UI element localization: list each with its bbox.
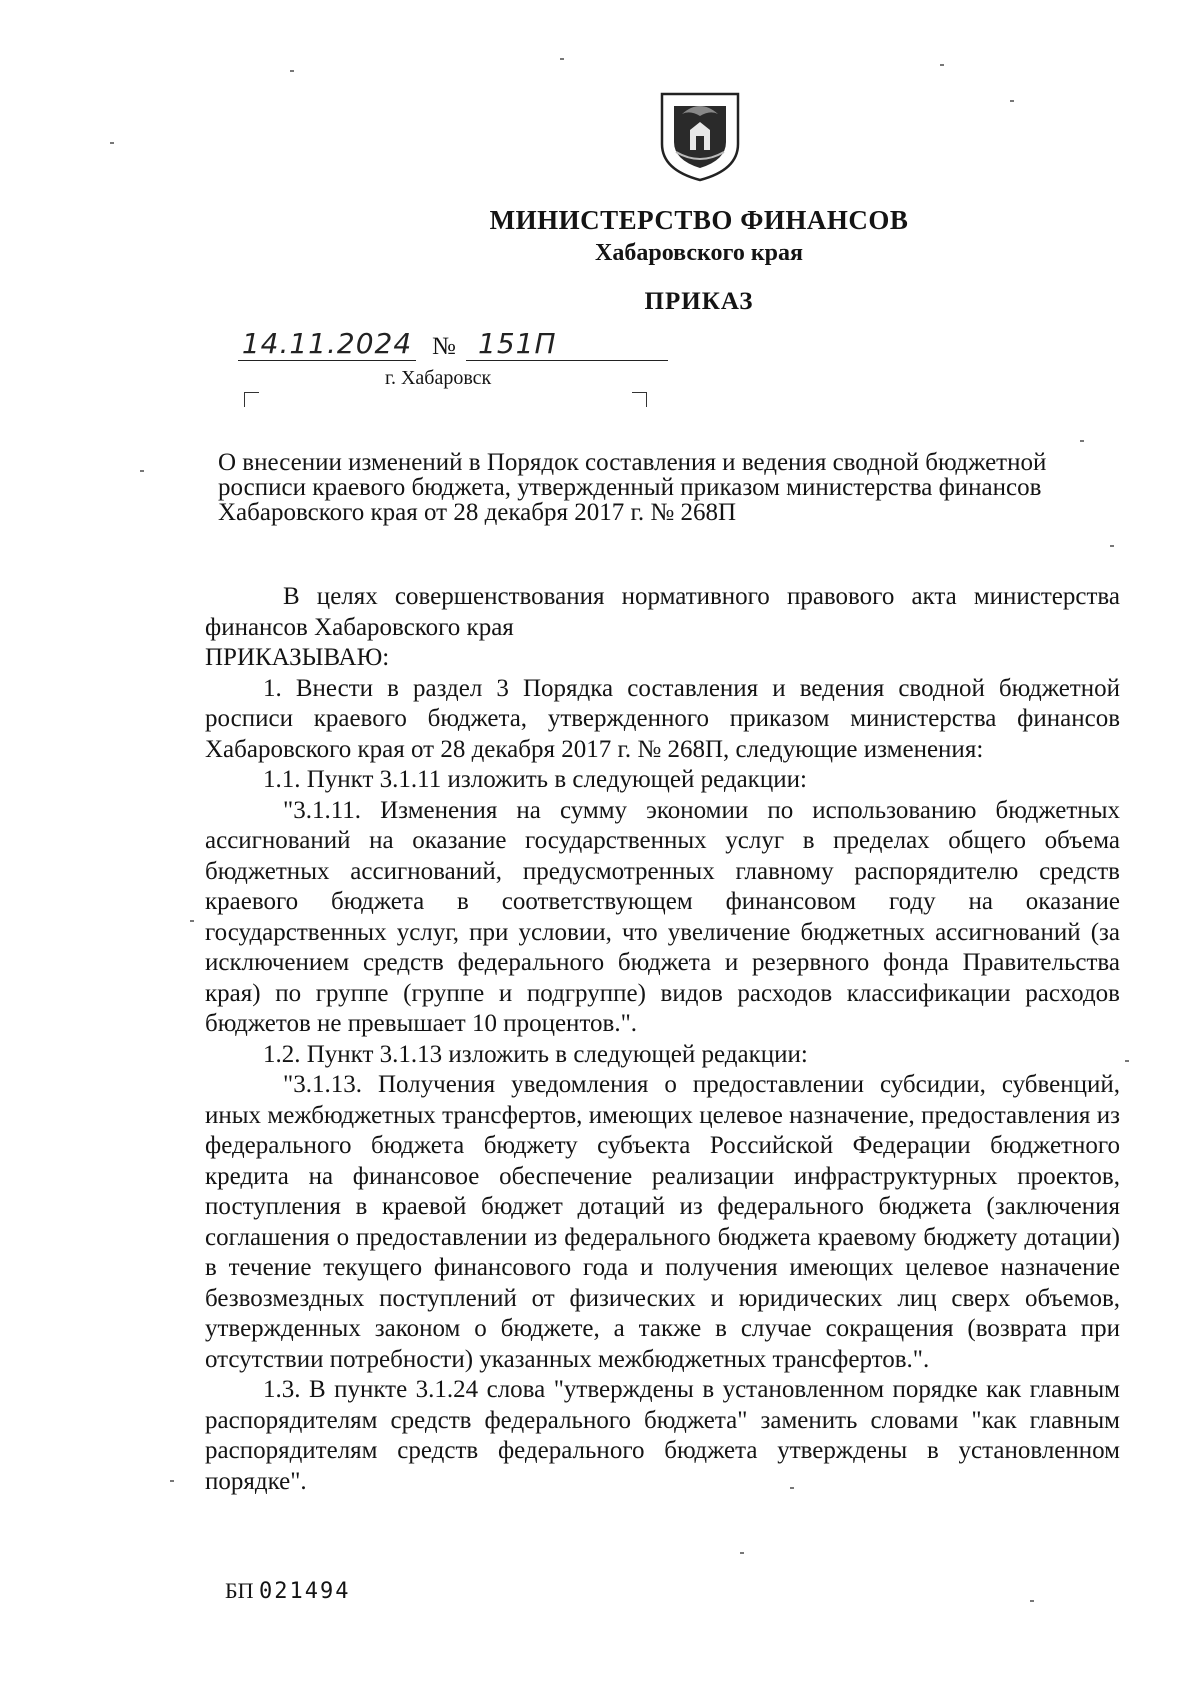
subject-line: Хабаровского края от 28 декабря 2017 г. № 268П <box>218 499 737 526</box>
scan-speck <box>790 1487 794 1489</box>
order-body <box>205 582 1120 1497</box>
region-name: Хабаровского края <box>595 240 803 266</box>
item-1-1-text: "3.1.11. Изменения на сумму экономии по использованию бюджетных ассигнований на оказание государственных услуг в пределах общего объема бюджетных ассигнований, предусмотренных главному распорядителю средств краевого бюджета в соответствующем финансовом году на оказание государственных услуг, при условии, что увеличение бюджетных ассигнований (за исключением средств федерального бюджета и резервного фонда Правительства края) по группе (группе и подгруппе) видов расходов классификации расходов бюджетов не превышает 10 процентов.". <box>205 796 1120 1037</box>
form-serial-number: 021494 <box>259 1579 351 1604</box>
order-subject <box>218 450 1118 525</box>
order-directive: ПРИКАЗЫВАЮ: <box>205 644 390 671</box>
scan-speck <box>1125 1060 1129 1062</box>
scan-speck <box>140 470 144 472</box>
city-name: г. Хабаровск <box>385 367 492 389</box>
subject-line: О внесении изменений в Порядок составления и ведения сводной бюджетной <box>218 449 1047 476</box>
form-series: БП <box>225 1578 254 1603</box>
scan-speck <box>560 58 564 60</box>
scan-speck <box>940 64 944 66</box>
ministry-name: МИНИСТЕРСТВО ФИНАНСОВ <box>489 205 909 235</box>
scan-speck <box>110 142 114 144</box>
coat-of-arms-emblem <box>652 86 748 184</box>
preamble-paragraph: В целях совершенствования нормативного правового акта министерства финансов Хабаровского края <box>205 583 1120 641</box>
document-type-title: ПРИКАЗ <box>644 288 754 315</box>
order-number: 151П <box>466 328 668 361</box>
item-1-paragraph: 1. Внести в раздел 3 Порядка составления и ведения сводной бюджетной росписи краевого бюджета, утвержденного приказом министерства финансов Хабаровского края от 28 декабря 2017 г. № 268П, следующие изменения: <box>205 674 1120 763</box>
item-1-2-heading: 1.2. Пункт 3.1.13 изложить в следующей редакции: <box>263 1040 808 1068</box>
scan-speck <box>190 920 194 922</box>
subject-line: росписи краевого бюджета, утвержденный приказом министерства финансов <box>218 474 1042 501</box>
form-serial-stamp <box>225 1578 351 1604</box>
scan-speck <box>1030 1600 1034 1602</box>
number-label: № <box>432 333 456 360</box>
scan-speck <box>290 70 294 72</box>
item-1-1-heading: 1.1. Пункт 3.1.11 изложить в следующей редакции: <box>263 766 807 793</box>
scan-speck <box>740 1552 744 1554</box>
corner-mark-right <box>632 392 647 407</box>
scan-speck <box>1010 100 1014 102</box>
order-date: 14.11.2024 <box>238 328 416 361</box>
item-1-2-text: "3.1.13. Получения уведомления о предоставлении субсидии, субвенций, иных межбюджетных трансфертов, имеющих целевое назначение, предоставления из федерального бюджета бюджету субъекта Российской Федерации бюджетного кредита на финансовое обеспечение реализации инфраструктурных проектов, поступления в краевой бюджет дотаций из федерального бюджета (заключения соглашения о предоставлении из федерального бюджета краевому бюджету дотации) в течение текущего финансового года и получения имеющих целевое назначение безвозмездных поступлений от физических и юридических лиц сверх объемов, утвержденных законом о бюджете, а также в случае сокращения (возврата при отсутствии потребности) указанных межбюджетных трансфертов.". <box>205 1071 1120 1373</box>
scan-speck <box>1080 440 1084 442</box>
item-1-3-paragraph: 1.3. В пункте 3.1.24 слова "утверждены в установленном порядке как главным распорядителям средств федерального бюджета" заменить словами "как главным распорядителям средств федерального бюджета утверждены в установленном порядке". <box>205 1376 1120 1495</box>
scan-speck <box>1110 545 1114 547</box>
scan-speck <box>170 1480 174 1482</box>
corner-mark-left <box>244 392 259 407</box>
